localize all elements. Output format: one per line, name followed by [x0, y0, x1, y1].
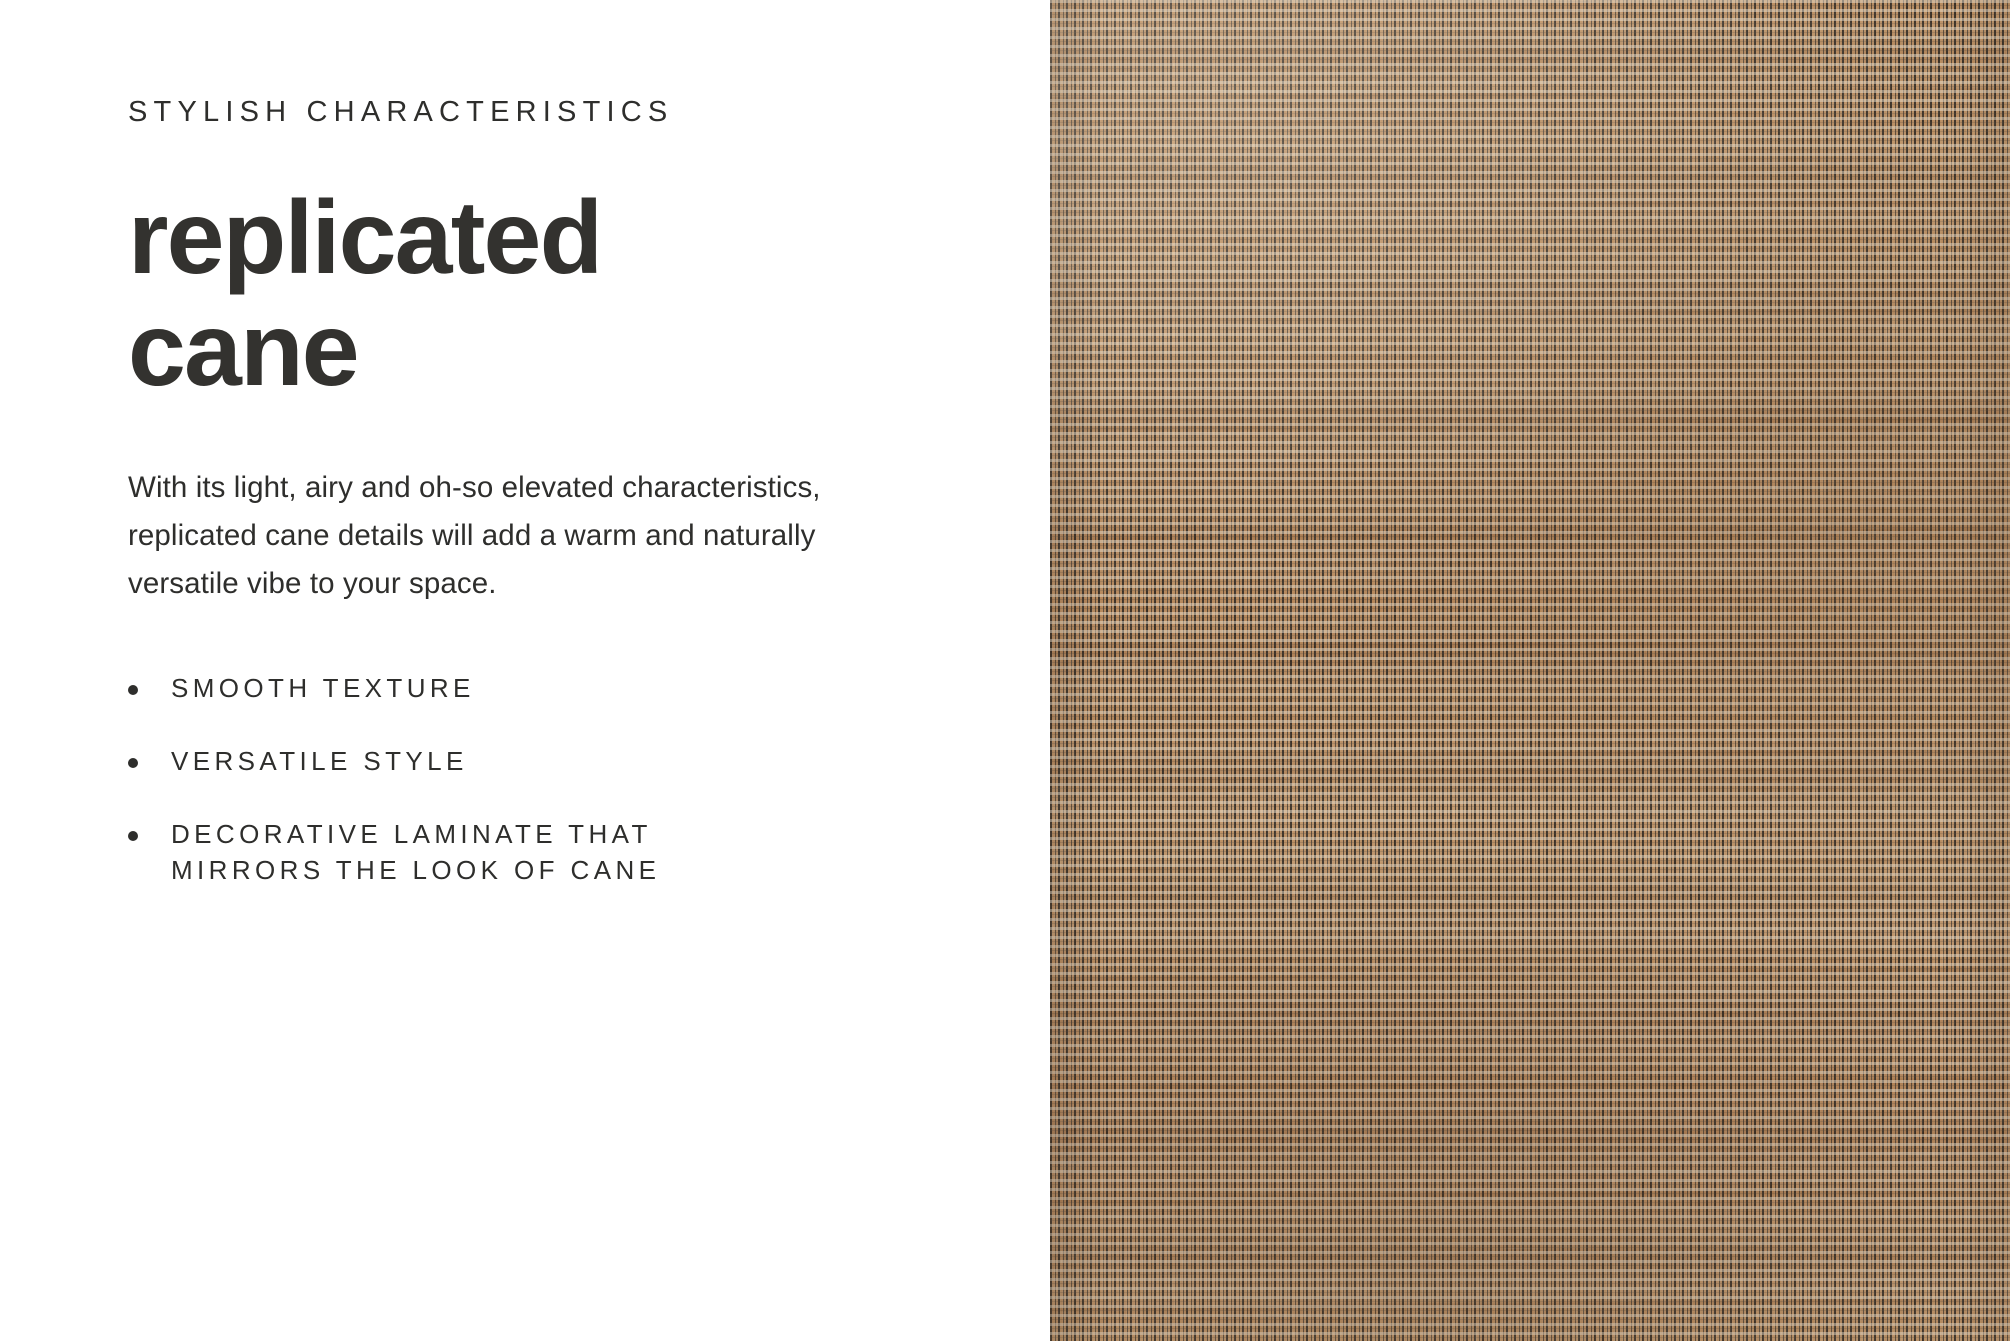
page-title-line-2: cane — [128, 292, 358, 409]
list-item — [128, 670, 1050, 707]
feature-label: VERSATILE STYLE — [171, 745, 468, 776]
feature-label: SMOOTH TEXTURE — [171, 672, 475, 703]
bullet-icon — [128, 685, 138, 695]
weave-texture — [1050, 0, 2010, 1341]
feature-list — [128, 670, 1050, 890]
weave-noise-layer — [1050, 0, 2010, 1341]
list-item — [128, 743, 1050, 780]
bullet-icon — [128, 758, 138, 768]
page-title-line-1: replicated — [128, 179, 602, 296]
bullet-icon — [128, 831, 138, 841]
eyebrow-label: STYLISH CHARACTERISTICS — [128, 96, 674, 128]
body-paragraph: With its light, airy and oh-so elevated characteristics, replicated cane details will add a warm and naturally versatile vibe to your space. — [128, 471, 821, 600]
page-title — [128, 179, 888, 409]
list-item — [128, 816, 1050, 890]
feature-label: DECORATIVE LAMINATE THAT MIRRORS THE LOOK OF CANE — [171, 818, 661, 886]
woven-cane-texture-photo — [1050, 0, 2010, 1341]
